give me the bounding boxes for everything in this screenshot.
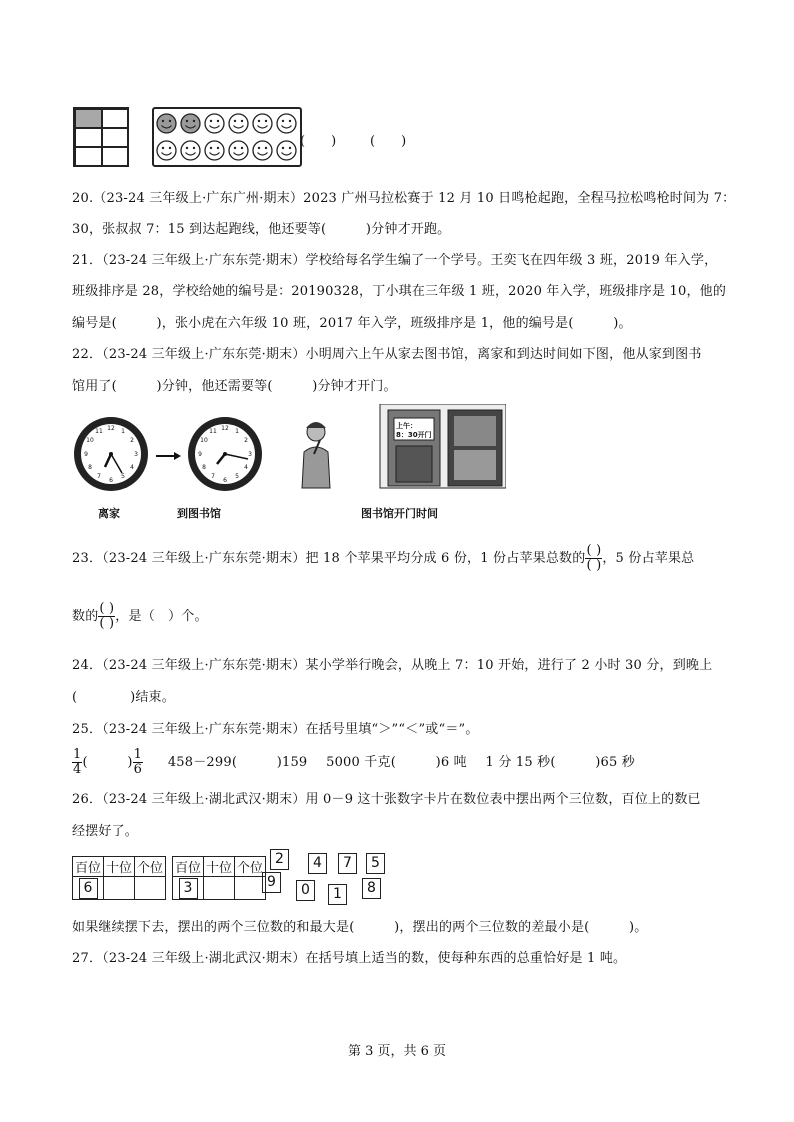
digit-card: 3 — [179, 878, 198, 899]
q27-line-1: 27．（23-24 三年级上·湖北武汉·期末）在括号填上适当的数，使每种东西的总重恰好是 1 吨。 — [72, 951, 627, 966]
place-value-table-1 — [72, 856, 166, 900]
svg-text:10: 10 — [86, 437, 94, 444]
compare-item-2: 458－299( )159 — [167, 755, 308, 770]
clock-leave-home — [72, 415, 150, 493]
clock-arrive-library — [186, 415, 264, 493]
q23-line-2-text-a: 数的 — [72, 609, 99, 624]
header-ones: 个位 — [235, 857, 266, 877]
svg-text:6: 6 — [223, 477, 227, 484]
svg-text:12: 12 — [107, 425, 115, 432]
q21-line-3: 编号是( )，张小虎在六年级 10 班，2017 年入学，班级排序是 1，他的编号是( )。 — [72, 316, 632, 331]
q23-line-2-text-b: ，是（ ）个。 — [115, 609, 208, 624]
header-hundreds: 百位 — [73, 857, 104, 877]
grid-cell-shaded — [75, 109, 102, 128]
svg-text:11: 11 — [95, 428, 103, 435]
place-value-table-2 — [172, 856, 266, 900]
header-ones: 个位 — [135, 857, 166, 877]
svg-text:2: 2 — [130, 437, 134, 444]
svg-text:5: 5 — [121, 473, 125, 480]
q21-line-1: 21．（23-24 三年级上·广东东莞·期末）学校给每名学生编了一个学号。王奕飞在四年级 3 班，2019 年入学， — [72, 253, 718, 268]
q26-line-1: 26．（23-24 三年级上·湖北武汉·期末）用 0－9 这十张数字卡片在数位表中摆出两个三位数，百位上的数已 — [72, 792, 701, 807]
header-tens: 十位 — [104, 857, 135, 877]
q24-line-1: 24．（23-24 三年级上·广东东莞·期末）某小学举行晚会，从晚上 7：10 开始，进行了 2 小时 30 分，到晚上 — [72, 658, 713, 673]
svg-text:3: 3 — [134, 451, 138, 458]
digit-card: 7 — [338, 853, 357, 874]
q23-line-1-text-b: ，5 份占苹果总 — [602, 551, 695, 566]
fig19-blank-2: ( ) — [370, 134, 407, 149]
grid-cell — [102, 128, 129, 147]
digit-card: 5 — [366, 853, 385, 874]
q25-line-1: 25．（23-24 三年级上·广东东莞·期末）在括号里填“＞”“＜”或“＝”。 — [72, 722, 479, 737]
library-illustration — [296, 404, 506, 494]
page-footer: 第 3 页，共 6 页 — [347, 1044, 447, 1059]
svg-text:5: 5 — [235, 473, 239, 480]
clock-icon — [186, 415, 264, 493]
empty-cell — [204, 877, 235, 900]
digit-card: 6 — [79, 878, 98, 899]
grid-cell — [75, 128, 102, 147]
svg-text:10: 10 — [200, 437, 208, 444]
caption-leave-home: 离家 — [98, 507, 120, 520]
smiley-face-icons — [154, 109, 300, 165]
q23-line-1 — [72, 544, 694, 573]
svg-text:4: 4 — [130, 464, 134, 471]
clock-icon — [72, 415, 150, 493]
smiley-faces-figure — [152, 107, 302, 167]
svg-text:7: 7 — [211, 473, 215, 480]
svg-text:11: 11 — [209, 428, 217, 435]
header-tens: 十位 — [204, 857, 235, 877]
sign-line-2: 8：30开门 — [396, 431, 432, 439]
svg-text:1: 1 — [121, 428, 125, 435]
empty-cell — [104, 877, 135, 900]
digit-card: 1 — [328, 884, 347, 905]
q24-line-2: ( )结束。 — [72, 690, 175, 705]
q20-line-2: 30，张叔叔 7：15 到达起跑线，他还要等( )分钟才开跑。 — [72, 222, 451, 237]
q25-comparisons — [72, 748, 635, 777]
library-door-icon — [296, 404, 506, 490]
svg-text:8: 8 — [202, 464, 206, 471]
digit-card: 8 — [362, 878, 381, 899]
svg-text:12: 12 — [221, 425, 229, 432]
fraction-blank: $\frac{( )}{( )}$ — [99, 601, 115, 631]
header-hundreds: 百位 — [173, 857, 204, 877]
fig19-blank-1: ( ) — [300, 134, 337, 149]
caption-library-open-time: 图书馆开门时间 — [361, 507, 438, 520]
fraction-one-quarter: $\frac{1}{4}$ — [73, 747, 82, 777]
compare-blank-1: ( ) — [82, 755, 133, 770]
q20-line-1: 20.（23-24 三年级上·广东广州·期末）2023 广州马拉松赛于 12 月 10 日鸣枪起跑，全程马拉松鸣枪时间为 7： — [72, 191, 736, 206]
svg-text:9: 9 — [84, 451, 88, 458]
svg-text:9: 9 — [198, 451, 202, 458]
compare-item-3: 5000 千克( )6 吨 — [326, 755, 467, 770]
svg-text:1: 1 — [235, 428, 239, 435]
digit-card: 0 — [296, 880, 315, 901]
q23-line-2 — [72, 602, 208, 631]
fraction-one-sixth: $\frac{1}{6}$ — [133, 747, 143, 777]
q21-line-2: 班级排序是 28，学校给她的编号是：20190328，丁小琪在三年级 1 班，2020 年入学，班级排序是 10，他的 — [72, 284, 727, 299]
empty-cell — [235, 877, 266, 900]
svg-text:2: 2 — [244, 437, 248, 444]
svg-text:6: 6 — [109, 477, 113, 484]
shaded-grid-figure — [73, 107, 129, 167]
q22-line-1: 22．（23-24 三年级上·广东东莞·期末）小明周六上午从家去图书馆，离家和到达时间如下图，他从家到图书 — [72, 347, 702, 362]
grid-cell — [75, 147, 102, 166]
grid-cell — [102, 147, 129, 166]
fraction-blank: $\frac{( )}{( )}$ — [586, 543, 602, 573]
digit-card: 4 — [308, 853, 327, 874]
q26-line-3: 如果继续摆下去，摆出的两个三位数的和最大是( )，摆出的两个三位数的差最小是( )。 — [72, 920, 648, 935]
q22-line-2: 馆用了( )分钟，他还需要等( )分钟才开门。 — [72, 379, 397, 394]
compare-item-4: 1 分 15 秒( )65 秒 — [485, 755, 635, 770]
empty-cell — [135, 877, 166, 900]
q26-line-2: 经摆好了。 — [72, 824, 139, 839]
digit-card: 2 — [270, 849, 289, 870]
digit-card: 9 — [262, 872, 281, 893]
q23-line-1-text-a: 23．（23-24 三年级上·广东东莞·期末）把 18 个苹果平均分成 6 份，1 份占苹果总数的 — [72, 551, 586, 566]
svg-text:7: 7 — [97, 473, 101, 480]
svg-text:4: 4 — [244, 464, 248, 471]
svg-text:8: 8 — [88, 464, 92, 471]
caption-arrive-library: 到图书馆 — [177, 507, 221, 520]
arrow-right-icon — [156, 450, 182, 465]
sign-line-1: 上午： — [396, 422, 417, 430]
svg-text:3: 3 — [248, 451, 252, 458]
grid-cell — [102, 109, 129, 128]
